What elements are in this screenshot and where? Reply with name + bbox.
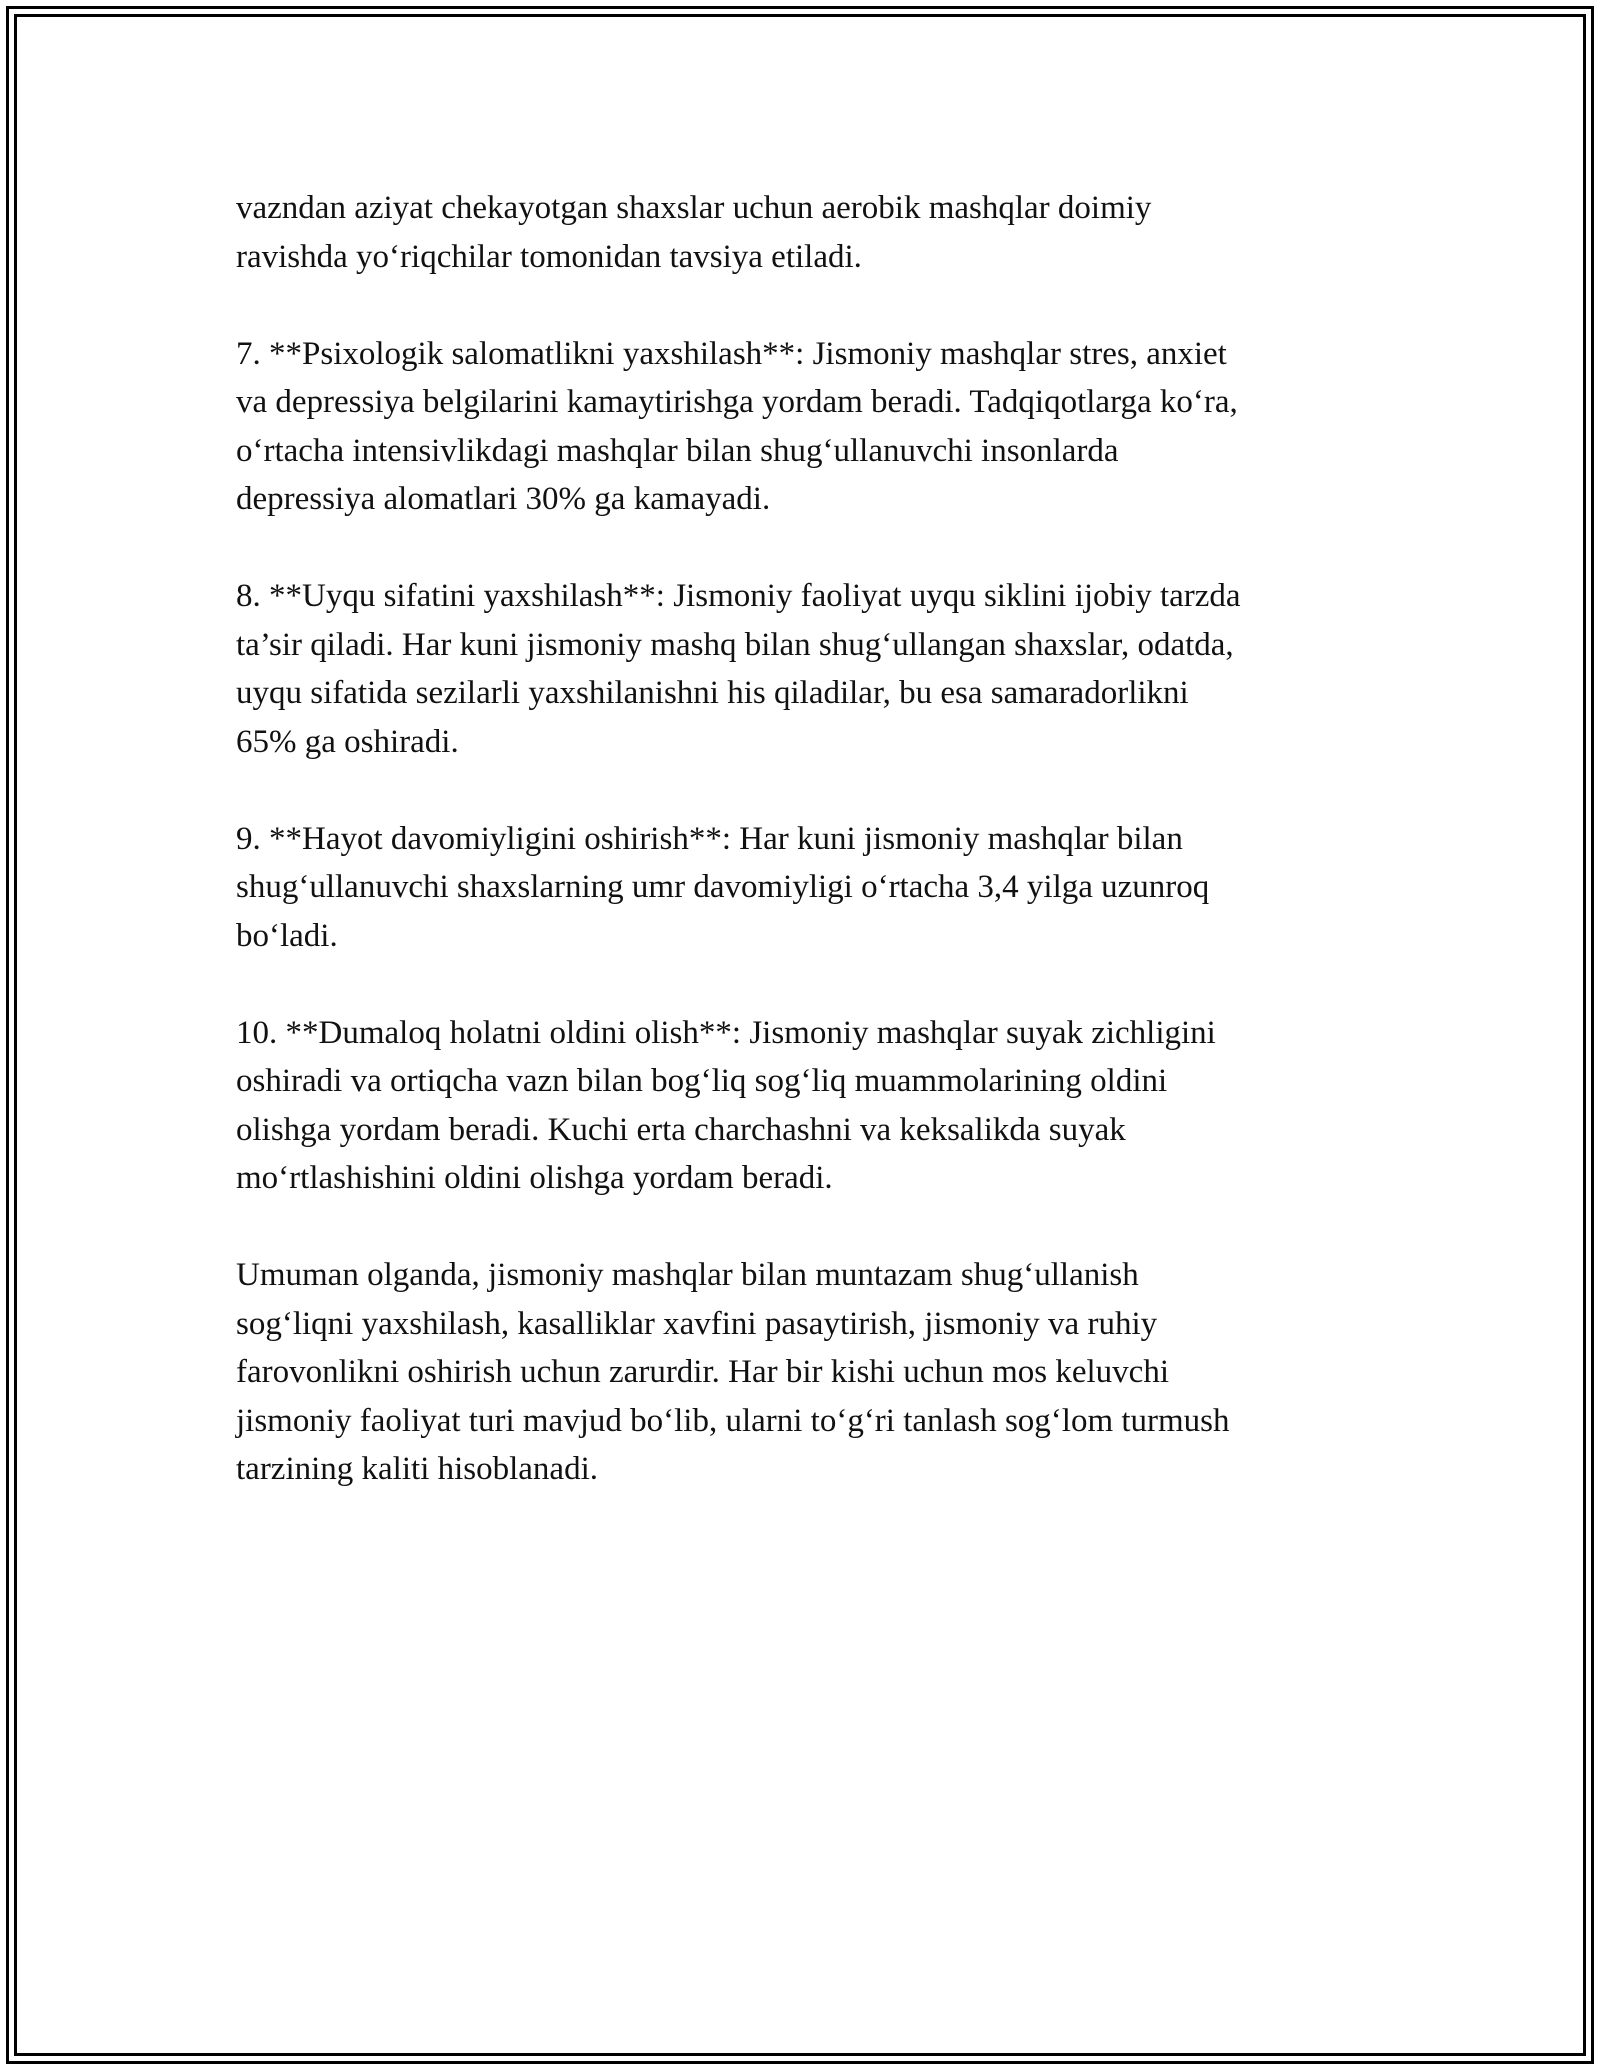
- document-body: [236, 184, 1366, 1542]
- text-line: 10. **Dumaloq holatni oldini olish**: Jismoniy mashqlar suyak zichligini: [236, 1014, 1216, 1051]
- paragraph-item-7: [236, 330, 1366, 524]
- text-line: uyqu sifatida sezilarli yaxshilanishni his qiladilar, bu esa samaradorlikni: [236, 675, 1189, 711]
- text-line: sog‘liqni yaxshilash, kasalliklar xavfini pasaytirish, jismoniy va ruhiy: [236, 1305, 1158, 1342]
- paragraph-weight-loss-end: [236, 184, 1366, 281]
- text-line: mo‘rtlashishini oldini olishga yordam beradi.: [236, 1160, 833, 1196]
- paragraph-item-9: [236, 815, 1366, 961]
- text-line: ravishda yo‘riqchilar tomonidan tavsiya etiladi.: [236, 238, 862, 275]
- text-line: Umuman olganda, jismoniy mashqlar bilan muntazam shug‘ullanish: [236, 1257, 1139, 1293]
- text-line: vazndan aziyat chekayotgan shaxslar uchun aerobik mashqlar doimiy: [236, 190, 1152, 226]
- paragraph-conclusion: [236, 1251, 1366, 1494]
- text-line: olishga yordam beradi. Kuchi erta charchashni va keksalikda suyak: [236, 1111, 1126, 1148]
- text-line: jismoniy faoliyat turi mavjud bo‘lib, ularni to‘g‘ri tanlash sog‘lom turmush: [236, 1402, 1230, 1439]
- text-line: 7. **Psixologik salomatlikni yaxshilash**: Jismoniy mashqlar stres, anxiet: [236, 335, 1227, 372]
- text-line: 65% ga oshiradi.: [236, 723, 459, 760]
- paragraph-item-8: [236, 572, 1366, 766]
- text-line: 8. **Uyqu sifatini yaxshilash**: Jismoniy faoliyat uyqu siklini ijobiy tarzda: [236, 578, 1241, 614]
- text-line: farovonlikni oshirish uchun zarurdir. Har bir kishi uchun mos keluvchi: [236, 1354, 1169, 1390]
- text-line: va depressiya belgilarini kamaytirishga yordam beradi. Tadqiqotlarga ko‘ra,: [236, 384, 1238, 420]
- text-line: o‘rtacha intensivlikdagi mashqlar bilan shug‘ullanuvchi insonlarda: [236, 432, 1119, 469]
- text-line: depressiya alomatlari 30% ga kamayadi.: [236, 481, 771, 517]
- text-line: ta’sir qiladi. Har kuni jismoniy mashq bilan shug‘ullangan shaxslar, odatda,: [236, 626, 1234, 663]
- text-line: oshiradi va ortiqcha vazn bilan bog‘liq sog‘liq muammolarining oldini: [236, 1063, 1168, 1099]
- text-line: shug‘ullanuvchi shaxslarning umr davomiyligi o‘rtacha 3,4 yilga uzunroq: [236, 869, 1210, 905]
- text-line: tarzining kaliti hisoblanadi.: [236, 1451, 599, 1487]
- text-line: bo‘ladi.: [236, 917, 338, 954]
- text-line: 9. **Hayot davomiyligini oshirish**: Har kuni jismoniy mashqlar bilan: [236, 820, 1183, 857]
- paragraph-item-10: [236, 1009, 1366, 1203]
